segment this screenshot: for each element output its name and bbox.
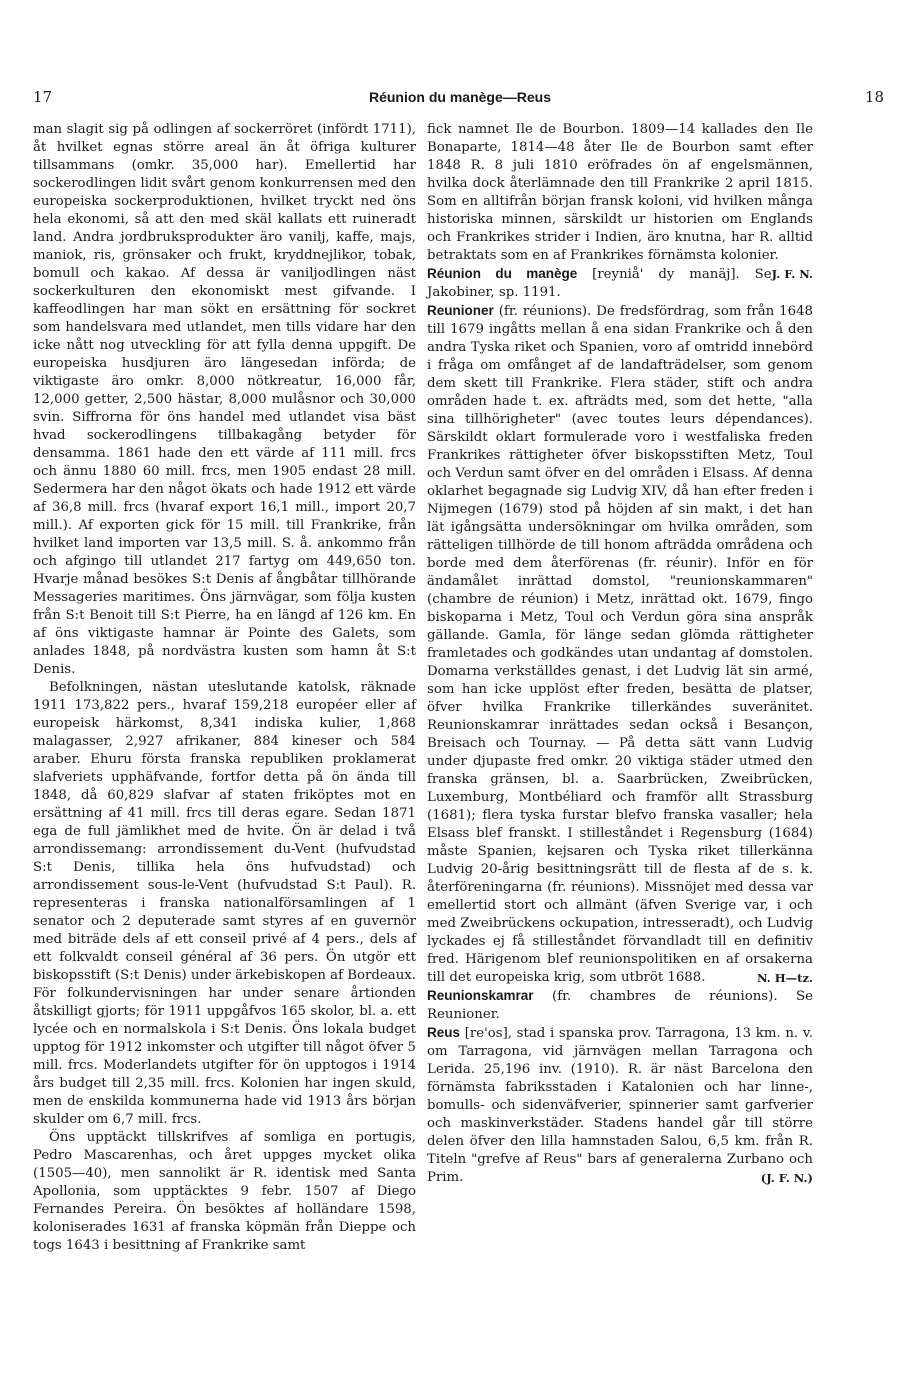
paragraph: man slagit sig på odlingen af sockerröret (infördt 1711), åt hvilket egnas större areal än åt öfriga kulturer tillsammans (omkr. 35,000 har). Emellertid har sockerodlingen lidit svårt genom konkurrensen med den europeiska sockerproduktionen, hvilket tryckt ned öns hela ekonomi, så att den med skäl kallats ett ruineradt land. Andra jordbruksprodukter äro vanilj, kaffe, majs, maniok, ris, grönsaker och frukt, kryddnejlikor, tobak, bomull och kakao. Af dessa är vaniljodlingen näst sockerkulturen den ekonomiskt mest gifvande. I kaffeodlingen har man sökt en ersättning för sockret som handelsvara med utlandet, men tills vidare har den icke nått nog utveckling för att fylla denna uppgift. De europeiska husdjuren äro längesedan införda; de viktigaste äro omkr. 8,000 nötkreatur, 16,000 får, 12,000 getter, 2,500 hästar, 8,000 mulåsnor och 30,000 svin. Siffrorna för öns handel med utlandet visa bäst hvad sockerodlingens tillbakagång betyder för densamma. 1861 hade den ett värde af 111 mill. frcs och ännu 1880 60 mill. frcs, men 1905 endast 28 mill. Sedermera har den något ökats och hade 1912 ett värde af 36,8 mill. frcs (hvaraf export 16,1 mill., import 20,7 mill.). Af exporten gick för 15 mill. till Frankrike, från hvilket land importen var 13,5 mill. S. å. ankommo från och afgingo till utlandet 217 fartyg om 449,650 ton. Hvarje månad besökes S:t Denis af ångbåtar tillhörande Messageries maritimes. Öns järnvägar, som följa kusten från S:t Benoit till S:t Pierre, ha en längd af 126 km. En af öns viktigaste hamnar är Pointe des Galets, som anlades 1848, på nordvästra kusten som hamn åt S:t Denis. [33,122,416,677]
left-column [33,121,416,1255]
page-number-right: 18 [864,88,884,106]
paragraph-text: fick namnet Ile de Bourbon. 1809—14 kallades den Ile Bonaparte, 1814—48 åter Ile de Bourbon samt efter 1848 R. 8 juli 1810 eröfrades ön af engelsmännen, hvilka dock återlämnade den till Frankrike 2 april 1815. Som en alltifrån början fransk koloni, vid hvilken många historiska minnen, särskildt ur historien om Englands och Frankrikes strider i Indien, äro knutna, har R. alltid betraktats som en af Frankrikes förnämsta kolonier. [427,122,813,263]
entry-text: [re'os], stad i spanska prov. Tarragona, 13 km. n. v. om Tarragona, vid järnvägen mellan Tarragona och Lerida. 25,196 inv. (1910). R. är näst Barcelona den förnämsta fabriksstaden i Katalonien och har linne-, bomulls- och sidenväfverier, spinnerier samt garfverier och maskinverkstäder. Stadens handel går till större delen öfver den lilla hamnstaden Salou, 6,5 km. från R. Titeln "grefve af Reus" bars af generalerna Zurbano och Prim. [427,1026,813,1185]
author-signature: (J. F. N.) [760,1171,813,1185]
page-number-left: 17 [33,88,53,106]
headword: Réunion du manège [427,266,578,281]
running-title: Réunion du manège—Reus [368,89,552,105]
right-column [427,121,813,1187]
author-signature: J. F. N. [771,267,813,281]
entry-reunioner [427,302,813,987]
headword: Reunionskamrar [427,988,534,1003]
entry-reus [427,1024,813,1187]
author-signature: N. H—tz. [757,971,813,985]
headword: Reus [427,1025,461,1040]
paragraph: Befolkningen, nästan uteslutande katolsk, räknade 1911 173,822 pers., hvaraf 159,218 européer eller af europeisk härkomst, 8,341 indiska kulier, 1,868 malagasser, 2,927 afrikaner, 884 kineser och 584 araber. Ehuru första franska republiken proklamerat slafveriets upphäfvande, fortfor detta på ön ända till 1848, då 60,829 slafvar af staten friköptes mot en ersättning af 41 mill. frcs till deras egare. Sedan 1871 ega de full jämlikhet med de hvite. Ön är delad i två arrondissemang: arrondissement du-Vent (hufvudstad S:t Denis, tillika hela öns hufvudstad) och arrondissement sous-le-Vent (hufvudstad S:t Paul). R. representeras i franska nationalförsamlingen af 1 senator och 2 deputerade samt styres af en guvernör med biträde dels af ett conseil privé af 4 pers., dels af ett folkvaldt conseil général af 36 pers. Ön utgör ett biskopsstift (S:t Denis) under ärkebiskopen af Bordeaux. För folkundervisningen har under senare årtionden åtskilligt gjorts; för 1911 uppgåfvos 165 skolor, bl. a. ett lycée och en normalskola i S:t Denis. Öns lokala budget upptog för 1912 inkomster och utgifter till något öfver 5 mill. frcs. Moderlandets utgifter för ön upptogos i 1914 års budget till 2,35 mill. frcs. Kolonien har ingen skuld, men de enskilda kommunerna hade vid 1913 års början skulder om 6,7 mill. frcs. [33,680,416,1127]
headword: Reunioner [427,303,494,318]
entry-reunion-du-manege [427,265,813,302]
entry-text: (fr. réunions). De fredsfördrag, som från 1648 till 1679 ingåtts mellan å ena sidan Frankrike och å den andra Tyska riket och Spanien, voro af omtridd innebörd i fråga om omfånget af de landafträdelser, som genom dem skett till Frankrike. Flera städer, stift och andra områden hade t. ex. afträdts med, som det hette, "alla sina tillhörigheter" (avec toutes leurs dépendances). Särskildt oklart formulerade voro i westfaliska freden Frankrikes rättigheter öfver biskopsstiften Metz, Toul och Verdun samt öfver en del områden i Elsass. Af denna oklarhet begagnade sig Ludvig XIV, då han efter freden i Nijmegen (1679) stod på höjden af sin makt, i det han lät igångsätta undersökningar om hvilka områden, som rätteligen tillhörde de till honom afträdda områdena och borde med dem återförenas (fr. réunir). Inför en för ändamålet inrättad domstol, "reunionskammaren" (chambre de réunion) i Metz, inrättad okt. 1679, fingo biskoparna i Metz, Toul och Verdun göra sina anspråk gällande. Gamla, för länge sedan glömda rättigheter framletades och godkändes utan undantag af domstolen. Domarna verkställdes genast, i det Ludvig lät sin armé, som han icke upplöst efter freden, besätta de platser, öfver hvilka Frankrike tillerkändes suveränitet. Reunionskamrar inrättades sedan också i Besançon, Breisach och Tournay. — På detta sätt vann Ludvig under djupaste fred omkr. 20 viktiga städer utmed den franska gränsen, bl. a. Saarbrücken, Zweibrücken, Luxemburg, Montbéliard och framför allt Strassburg (1681); flera tyska furstar blefvo franska vasaller; hela Elsass blef franskt. I stilleståndet i Regensburg (1684) måste Spanien, kejsaren och Tyska riket tillerkänna Ludvig 20-årig besittningsrätt till de flesta af de s. k. återföreningarna (fr. réunions). Missnöjet med dessa var emellertid stort och allmänt (äfven Sverige var, i och med Zweibrückens ockupation, intresseradt), och Ludvig lyckades ej få stilleståndet förvandladt till en definitiv fred. Härigenom blef reunionspolitiken en af orsakerna till det europeiska krig, som utbröt 1688. [427,304,813,985]
paragraph: Öns upptäckt tillskrifves af somliga en portugis, Pedro Mascarenhas, och året uppges mycket olika (1505—40), men sannolikt är R. identisk med Santa Apollonia, som upptäcktes 9 febr. 1507 af Diego Fernandes Pereira. Ön besöktes af holländare 1598, koloniserades 1631 af franska köpmän från Dieppe och togs 1643 i besittning af Frankrike samt [33,1130,416,1253]
entry-text: (fr. chambres de réunions). Se Reunioner. [427,989,813,1022]
entry-reunionskamrar [427,987,813,1024]
entry-text: [reyniå' dy manäj]. Se Jakobiner, sp. 1191. [427,267,772,300]
